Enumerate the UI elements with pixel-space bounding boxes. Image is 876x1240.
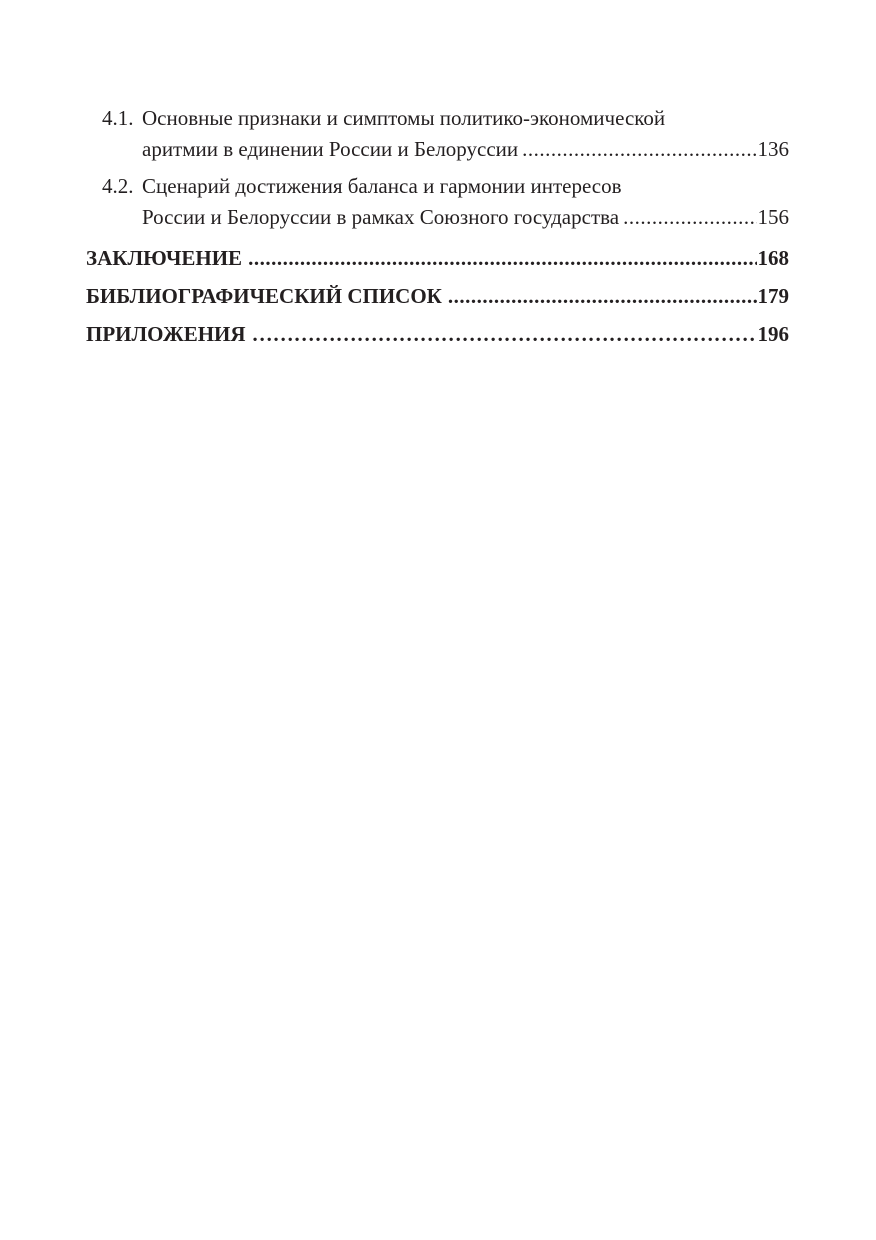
dot-leader <box>448 277 757 315</box>
toc-entry-line <box>142 134 789 165</box>
toc-entry-page-number: 156 <box>757 205 789 229</box>
dot-leader <box>522 134 756 165</box>
toc-section-title: БИБЛИОГРАФИЧЕСКИЙ СПИСОК <box>86 284 442 308</box>
toc-entry-title-line2: России и Белоруссии в рамках Союзного государства <box>142 205 620 229</box>
toc-entry-page-number: 136 <box>757 137 789 161</box>
toc-entry-title-line2: аритмии в единении России и Белоруссии <box>142 137 519 161</box>
toc-section-page-number: 168 <box>757 246 789 270</box>
toc-section-title: ЗАКЛЮЧЕНИЕ <box>86 246 243 270</box>
toc-section-line <box>86 277 789 315</box>
toc-entry-4-1 <box>86 103 789 165</box>
toc-entry-4-2 <box>86 171 789 233</box>
toc-section-title: ПРИЛОЖЕНИЯ <box>86 322 246 346</box>
dot-leader <box>252 315 757 353</box>
toc-section-conclusion <box>86 239 789 277</box>
toc-entry-number: 4.1. <box>102 106 134 130</box>
toc-section-line <box>86 315 789 353</box>
toc-section-appendices <box>86 315 789 353</box>
toc-section-page-number: 196 <box>757 322 789 346</box>
toc-section-bibliography <box>86 277 789 315</box>
toc-entry-line <box>142 202 789 233</box>
toc-entry-number: 4.2. <box>102 174 134 198</box>
toc-entry-line <box>142 171 789 202</box>
table-of-contents <box>86 103 789 353</box>
toc-entry-title-line1: Основные признаки и симптомы политико-экономической <box>142 106 666 130</box>
dot-leader <box>248 239 756 277</box>
toc-entry-title-line1: Сценарий достижения баланса и гармонии интересов <box>142 174 622 198</box>
toc-section-line <box>86 239 789 277</box>
toc-section-page-number: 179 <box>757 284 789 308</box>
dot-leader <box>623 202 756 233</box>
toc-entry-line <box>142 103 789 134</box>
